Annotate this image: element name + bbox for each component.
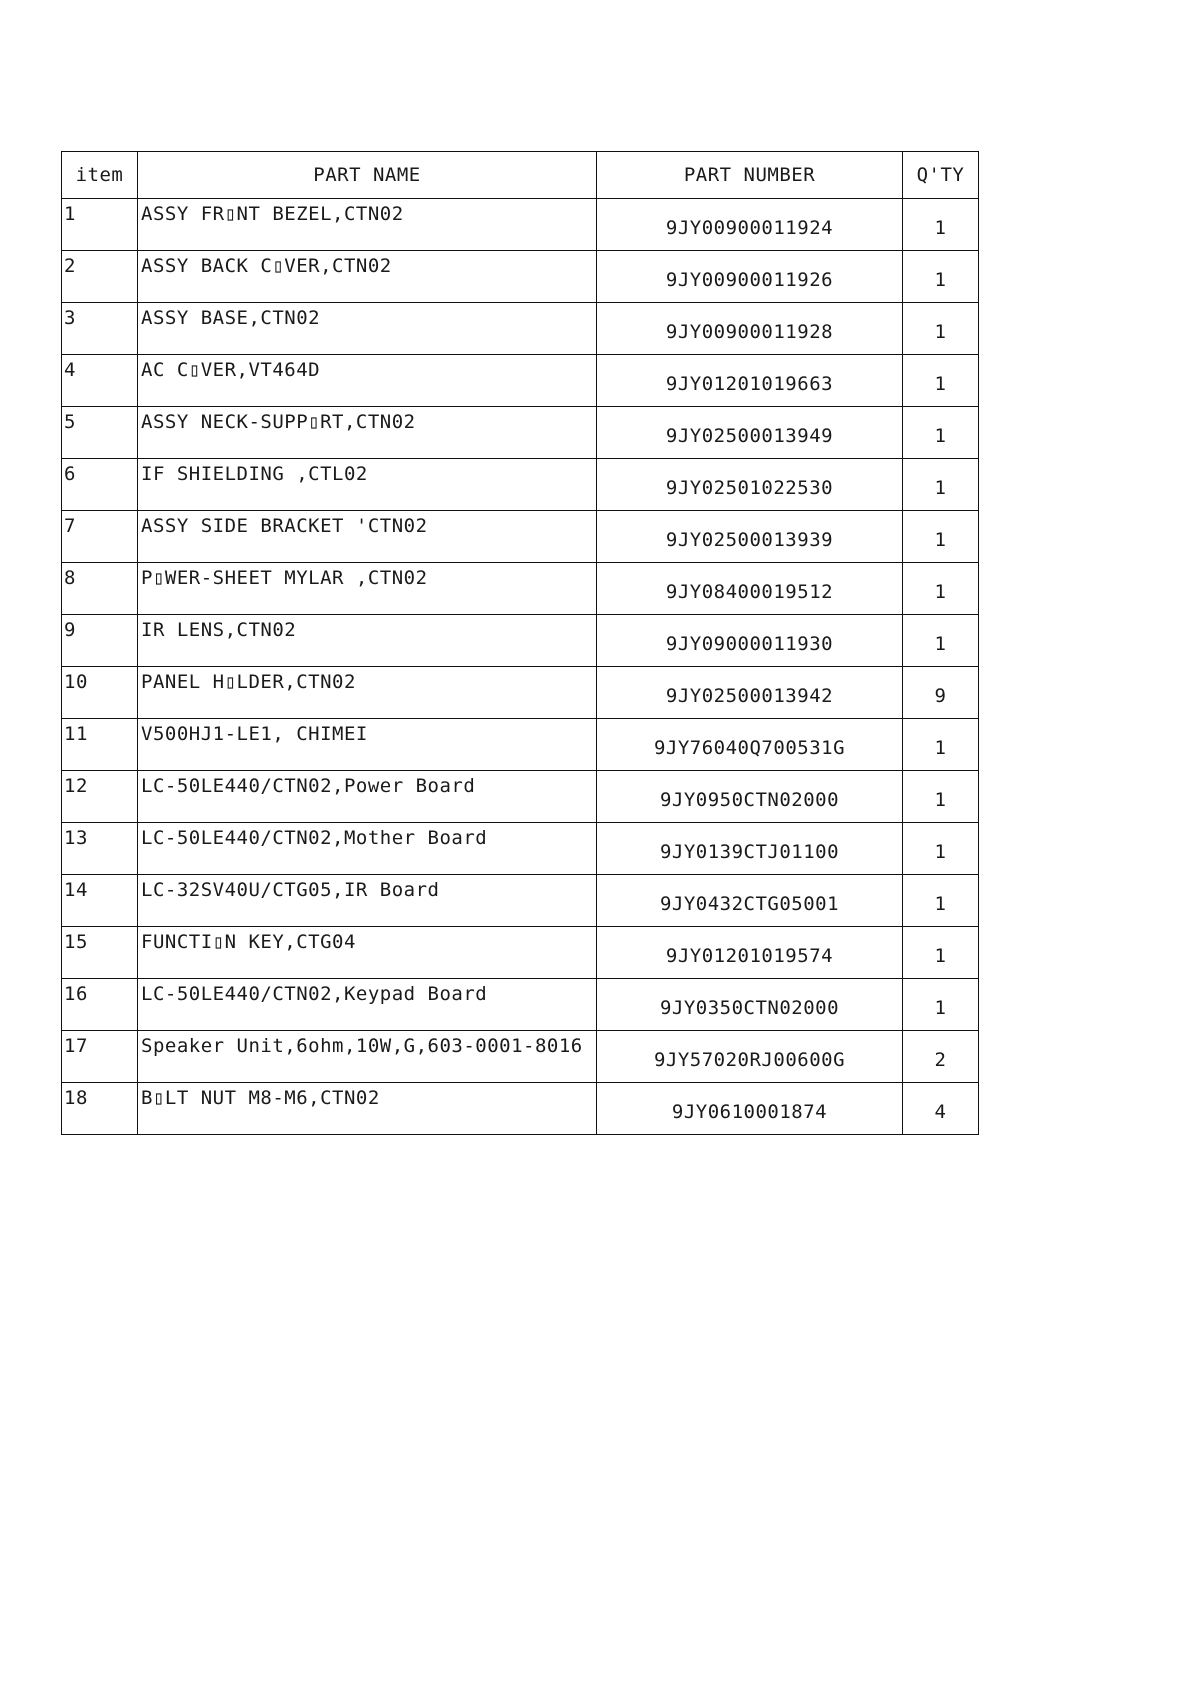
item-cell: 13 [62, 823, 138, 875]
qty-cell: 1 [903, 719, 979, 771]
part-name-cell: ASSY NECK-SUPP▯RT,CTN02 [138, 407, 597, 459]
table-body [62, 199, 979, 1135]
qty-cell: 1 [903, 823, 979, 875]
table-row [62, 875, 979, 927]
qty-cell: 1 [903, 407, 979, 459]
table-row [62, 199, 979, 251]
table-row [62, 667, 979, 719]
item-cell: 16 [62, 979, 138, 1031]
qty-cell: 2 [903, 1031, 979, 1083]
qty-cell: 1 [903, 771, 979, 823]
header-qty: Q'TY [903, 152, 979, 199]
qty-cell: 1 [903, 251, 979, 303]
part-number-cell: 9JY01201019574 [597, 927, 903, 979]
table-row [62, 1031, 979, 1083]
item-cell: 17 [62, 1031, 138, 1083]
part-name-cell: AC C▯VER,VT464D [138, 355, 597, 407]
item-cell: 12 [62, 771, 138, 823]
part-name-cell: ASSY BACK C▯VER,CTN02 [138, 251, 597, 303]
table-row [62, 719, 979, 771]
part-name-cell: LC-50LE440/CTN02,Keypad Board [138, 979, 597, 1031]
qty-cell: 1 [903, 355, 979, 407]
item-cell: 2 [62, 251, 138, 303]
part-name-cell: LC-50LE440/CTN02,Mother Board [138, 823, 597, 875]
item-cell: 9 [62, 615, 138, 667]
qty-cell: 1 [903, 615, 979, 667]
table-row [62, 563, 979, 615]
item-cell: 14 [62, 875, 138, 927]
part-number-cell: 9JY00900011926 [597, 251, 903, 303]
part-number-cell: 9JY02500013942 [597, 667, 903, 719]
table-row [62, 303, 979, 355]
part-name-cell: ASSY SIDE BRACKET 'CTN02 [138, 511, 597, 563]
part-name-cell: ASSY BASE,CTN02 [138, 303, 597, 355]
item-cell: 8 [62, 563, 138, 615]
part-number-cell: 9JY02501022530 [597, 459, 903, 511]
part-name-cell: P▯WER-SHEET MYLAR ,CTN02 [138, 563, 597, 615]
part-number-cell: 9JY08400019512 [597, 563, 903, 615]
table-row [62, 1083, 979, 1135]
table-row [62, 459, 979, 511]
part-number-cell: 9JY02500013949 [597, 407, 903, 459]
part-name-cell: PANEL H▯LDER,CTN02 [138, 667, 597, 719]
item-cell: 7 [62, 511, 138, 563]
part-name-cell: V500HJ1-LE1, CHIMEI [138, 719, 597, 771]
header-part-number: PART NUMBER [597, 152, 903, 199]
qty-cell: 1 [903, 927, 979, 979]
qty-cell: 1 [903, 563, 979, 615]
qty-cell: 1 [903, 875, 979, 927]
item-cell: 18 [62, 1083, 138, 1135]
table-row [62, 355, 979, 407]
item-cell: 15 [62, 927, 138, 979]
part-name-cell: LC-32SV40U/CTG05,IR Board [138, 875, 597, 927]
item-cell: 4 [62, 355, 138, 407]
table-row [62, 823, 979, 875]
part-name-cell: Speaker Unit,6ohm,10W,G,603-0001-8016 [138, 1031, 597, 1083]
parts-list-table [61, 151, 979, 1135]
part-number-cell: 9JY57020RJ00600G [597, 1031, 903, 1083]
table-row [62, 979, 979, 1031]
header-part-name: PART NAME [138, 152, 597, 199]
part-name-cell: IF SHIELDING ,CTL02 [138, 459, 597, 511]
table-row [62, 251, 979, 303]
item-cell: 3 [62, 303, 138, 355]
qty-cell: 1 [903, 459, 979, 511]
table-row [62, 511, 979, 563]
part-number-cell: 9JY0610001874 [597, 1083, 903, 1135]
part-name-cell: LC-50LE440/CTN02,Power Board [138, 771, 597, 823]
part-number-cell: 9JY01201019663 [597, 355, 903, 407]
item-cell: 11 [62, 719, 138, 771]
part-name-cell: B▯LT NUT M8-M6,CTN02 [138, 1083, 597, 1135]
part-number-cell: 9JY09000011930 [597, 615, 903, 667]
table-header [62, 152, 979, 199]
qty-cell: 1 [903, 303, 979, 355]
header-item: item [62, 152, 138, 199]
table-row [62, 927, 979, 979]
table-row [62, 615, 979, 667]
qty-cell: 9 [903, 667, 979, 719]
part-number-cell: 9JY0432CTG05001 [597, 875, 903, 927]
part-number-cell: 9JY0950CTN02000 [597, 771, 903, 823]
header-row [62, 152, 979, 199]
qty-cell: 4 [903, 1083, 979, 1135]
item-cell: 1 [62, 199, 138, 251]
qty-cell: 1 [903, 979, 979, 1031]
part-name-cell: ASSY FR▯NT BEZEL,CTN02 [138, 199, 597, 251]
item-cell: 10 [62, 667, 138, 719]
part-number-cell: 9JY0350CTN02000 [597, 979, 903, 1031]
part-number-cell: 9JY0139CTJ01100 [597, 823, 903, 875]
qty-cell: 1 [903, 199, 979, 251]
part-number-cell: 9JY00900011924 [597, 199, 903, 251]
part-name-cell: FUNCTI▯N KEY,CTG04 [138, 927, 597, 979]
part-number-cell: 9JY76040Q700531G [597, 719, 903, 771]
part-number-cell: 9JY00900011928 [597, 303, 903, 355]
part-name-cell: IR LENS,CTN02 [138, 615, 597, 667]
qty-cell: 1 [903, 511, 979, 563]
part-number-cell: 9JY02500013939 [597, 511, 903, 563]
table-row [62, 407, 979, 459]
item-cell: 5 [62, 407, 138, 459]
item-cell: 6 [62, 459, 138, 511]
table-row [62, 771, 979, 823]
